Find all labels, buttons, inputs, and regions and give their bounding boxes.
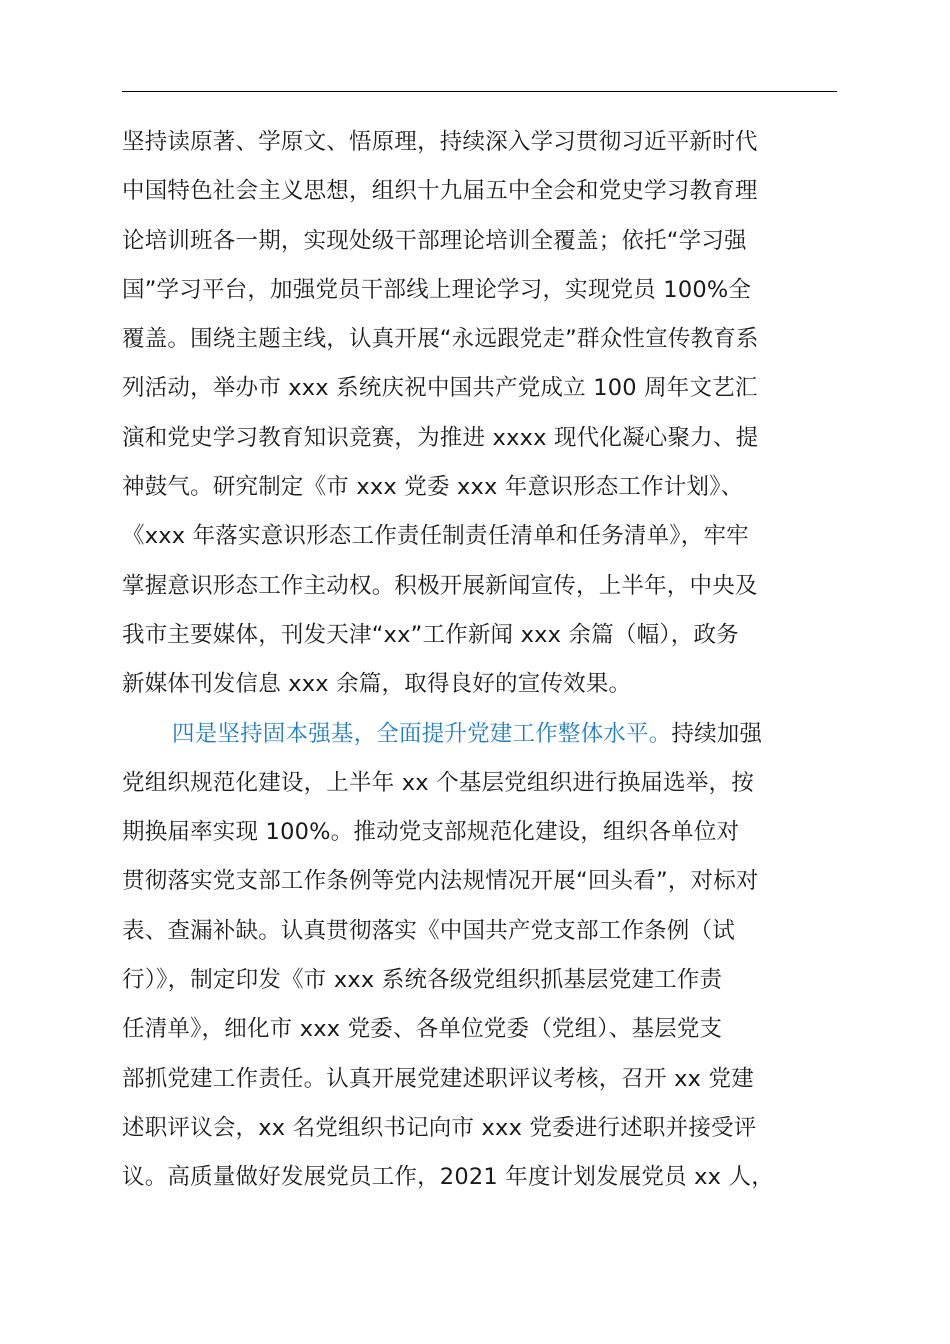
text-line: 覆盖。围绕主题主线，认真开展“永远跟党走”群众性宣传教育系 — [122, 326, 759, 353]
text-line: 议。高质量做好发展党员工作，2021 年度计划发展党员 xx 人， — [122, 1164, 774, 1191]
text-line: 坚持读原著、学原文、悟原理，持续深入学习贯彻习近平新时代 — [122, 129, 758, 155]
text-line: 神鼓气。研究制定《市 xxx 党委 xxx 年意识形态工作计划》、 — [122, 474, 744, 501]
text-line: 表、查漏补缺。认真贯彻落实《中国共产党支部工作条例（试 — [122, 917, 735, 944]
text-line: 列活动，举办市 xxx 系统庆祝中国共产党成立 100 周年文艺汇 — [122, 375, 758, 402]
text-line: 掌握意识形态工作主动权。积极开展新闻宣传，上半年，中央及 — [122, 572, 758, 599]
text-line: 任清单》，细化市 xxx 党委、各单位党委（党组）、基层党支 — [122, 1016, 723, 1043]
text-line: 贯彻落实党支部工作条例等党内法规情况开展“回头看”，对标对 — [122, 868, 759, 895]
text-line: 我市主要媒体，刊发天津“xx”工作新闻 xxx 余篇（幅），政务 — [122, 621, 739, 648]
text-line: 国”学习平台，加强党员干部线上理论学习，实现党员 100%全 — [122, 276, 752, 303]
text-line: 行）》，制定印发《市 xxx 系统各级党组织抓基层党建工作责 — [122, 967, 723, 994]
paragraph-first-line — [122, 710, 882, 759]
document-body — [122, 118, 882, 1203]
text-line: 党组织规范化建设，上半年 xx 个基层党组织进行换届选举，按 — [122, 769, 754, 796]
text-line: 中国特色社会主义思想，组织十九届五中全会和党史学习教育理 — [122, 178, 758, 205]
text-fragment: 持续加强 — [671, 720, 763, 747]
text-line: 述职评议会，xx 名党组织书记向市 xxx 党委进行述职并接受评 — [122, 1114, 757, 1141]
text-line: 《xxx 年落实意识形态工作责任制责任清单和任务清单》，牢牢 — [122, 523, 749, 550]
text-line: 演和党史学习教育知识竞赛，为推进 xxxx 现代化凝心聚力、提 — [122, 424, 759, 451]
header-rule — [122, 91, 837, 92]
paragraph-1 — [122, 118, 882, 710]
text-line: 新媒体刊发信息 xxx 余篇，取得良好的宣传效果。 — [122, 671, 632, 698]
text-line: 论培训班各一期，实现处级干部理论培训全覆盖；依托“学习强 — [122, 227, 747, 254]
paragraph-2 — [122, 710, 882, 1203]
text-line: 部抓党建工作责任。认真开展党建述职评议考核，召开 xx 党建 — [122, 1065, 754, 1092]
section-heading: 四是坚持固本强基，全面提升党建工作整体水平。 — [172, 720, 672, 747]
text-line: 期换届率实现 100%。推动党支部规范化建设，组织各单位对 — [122, 819, 740, 846]
